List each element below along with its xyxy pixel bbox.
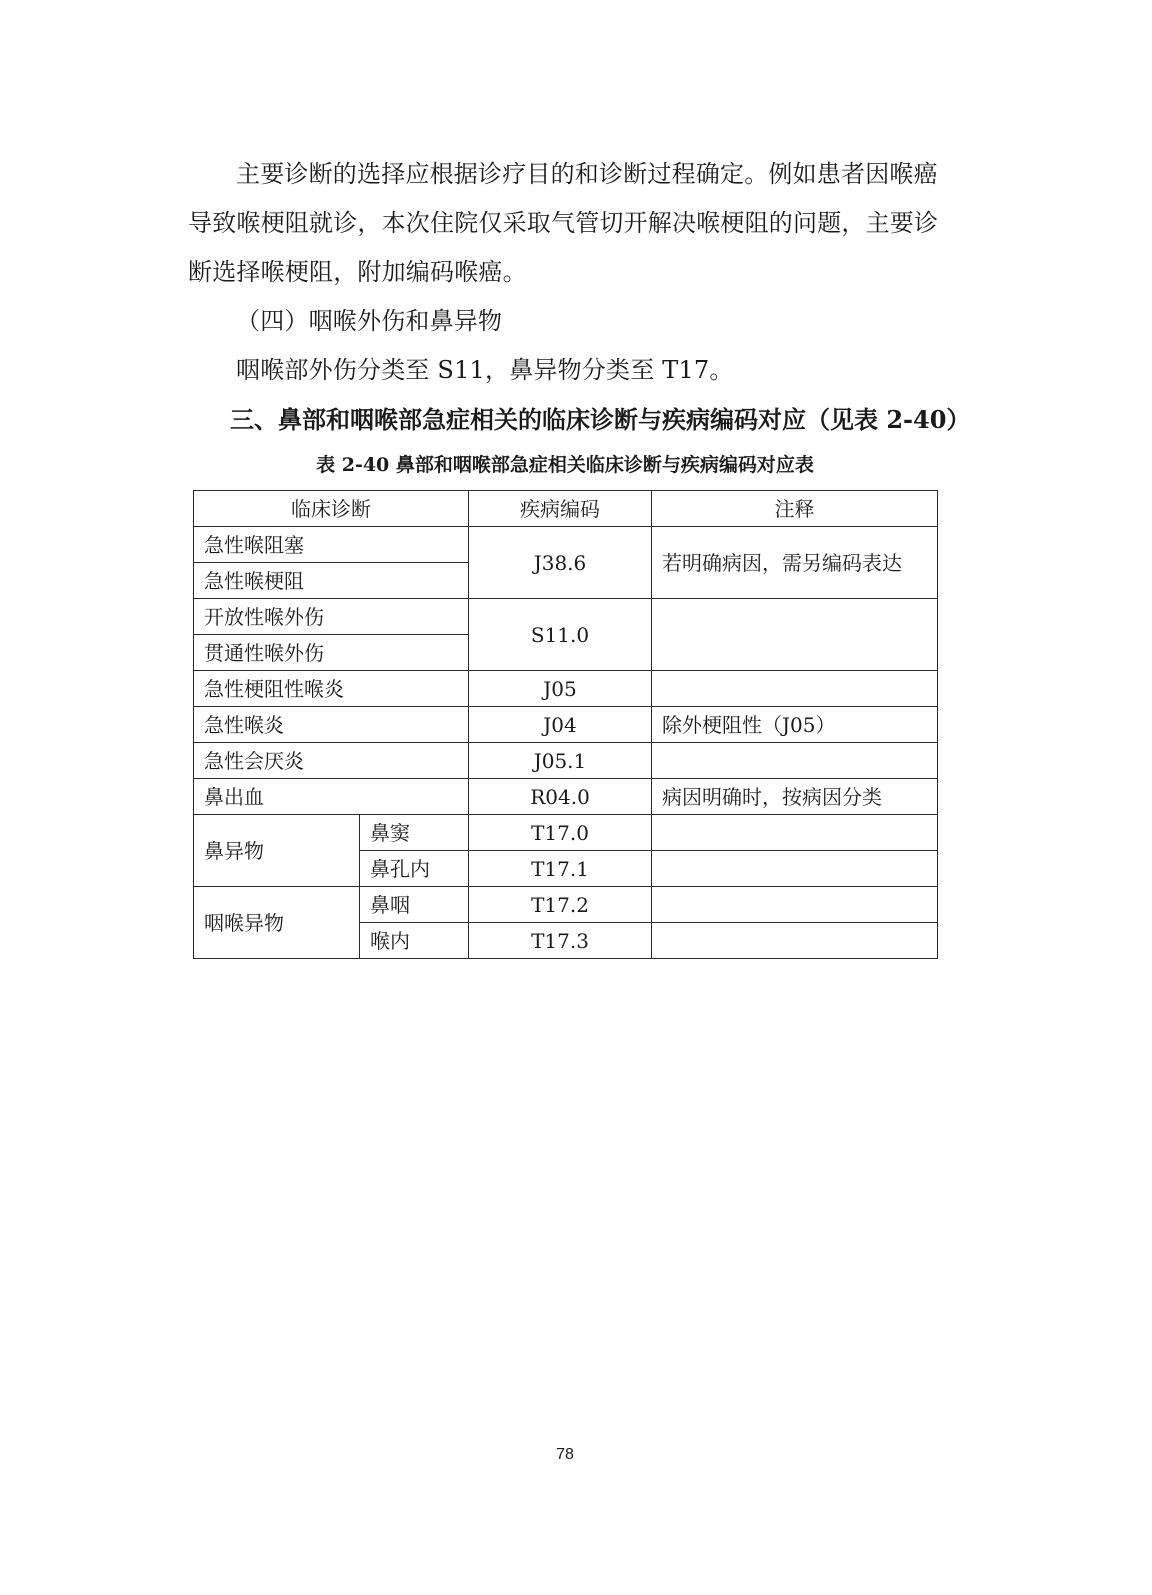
code-cell: T17.2 [469, 887, 652, 923]
table-row [194, 671, 938, 707]
note-cell [652, 671, 938, 707]
header-note: 注释 [652, 491, 938, 527]
note-cell: 病因明确时，按病因分类 [652, 779, 938, 815]
category-cell: 鼻异物 [194, 815, 360, 887]
table-caption: 表 2-40 鼻部和咽喉部急症相关临床诊断与疾病编码对应表 [316, 454, 814, 476]
subheading: （四）咽喉外伤和鼻异物 [236, 307, 503, 335]
diagnosis-cell: 急性梗阻性喉炎 [194, 671, 469, 707]
table-row [194, 527, 938, 563]
diagnosis-code-table [193, 490, 938, 959]
code-cell: J05.1 [469, 743, 652, 779]
code-cell: T17.0 [469, 815, 652, 851]
note-cell [652, 743, 938, 779]
code-cell: S11.0 [469, 599, 652, 671]
code-cell: T17.1 [469, 851, 652, 887]
header-code: 疾病编码 [469, 491, 652, 527]
note-cell: 除外梗阻性（J05） [652, 707, 938, 743]
site-cell: 鼻窦 [360, 815, 469, 851]
diagnosis-cell: 鼻出血 [194, 779, 469, 815]
table-row [194, 599, 938, 635]
note-cell [652, 923, 938, 959]
diagnosis-cell: 急性喉炎 [194, 707, 469, 743]
diagnosis-cell: 急性喉阻塞 [194, 527, 469, 563]
diagnosis-cell: 开放性喉外伤 [194, 599, 469, 635]
page-number: 78 [556, 1446, 574, 1463]
code-cell: J38.6 [469, 527, 652, 599]
table-row [194, 743, 938, 779]
site-cell: 鼻孔内 [360, 851, 469, 887]
code-cell: J05 [469, 671, 652, 707]
note-cell [652, 851, 938, 887]
code-cell: T17.3 [469, 923, 652, 959]
note-cell [652, 599, 938, 671]
body-paragraph: 主要诊断的选择应根据诊疗目的和诊断过程确定。例如患者因喉癌导致喉梗阻就诊，本次住院仅采取气管切开解决喉梗阻的问题，主要诊断选择喉梗阻，附加编码喉癌。 [188, 160, 939, 286]
table-row [194, 779, 938, 815]
code-cell: R04.0 [469, 779, 652, 815]
note-cell [652, 887, 938, 923]
diagnosis-cell: 急性喉梗阻 [194, 563, 469, 599]
code-cell: J04 [469, 707, 652, 743]
table-header-row [194, 491, 938, 527]
table-row [194, 887, 938, 923]
section-heading: 三、鼻部和咽喉部急症相关的临床诊断与疾病编码对应（见表 2-40） [230, 405, 971, 434]
note-cell: 若明确病因，需另编码表达 [652, 527, 938, 599]
table-row [194, 707, 938, 743]
body-paragraph-2: 咽喉部外伤分类至 S11，鼻异物分类至 T17。 [236, 356, 734, 384]
site-cell: 鼻咽 [360, 887, 469, 923]
note-cell [652, 815, 938, 851]
category-cell: 咽喉异物 [194, 887, 360, 959]
header-diagnosis: 临床诊断 [194, 491, 469, 527]
diagnosis-cell: 贯通性喉外伤 [194, 635, 469, 671]
site-cell: 喉内 [360, 923, 469, 959]
diagnosis-cell: 急性会厌炎 [194, 743, 469, 779]
table-row [194, 815, 938, 851]
